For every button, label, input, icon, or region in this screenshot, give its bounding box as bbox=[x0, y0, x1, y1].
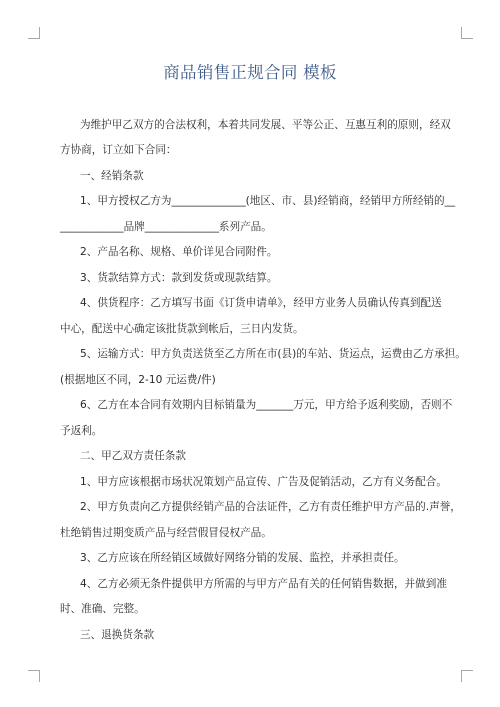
clause-1-4-line-2: 中心，配送中心确定该批货款到帐后，三日内发货。 bbox=[60, 323, 304, 335]
section-2-heading: 二、甲乙双方责任条款 bbox=[80, 450, 186, 462]
clause-2-1: 1、甲方应该根据市场状况策划产品宣传、广告及促销活动，乙方有义务配合。 bbox=[80, 476, 447, 488]
clause-1-6-line-2: 予返利。 bbox=[60, 425, 103, 437]
clause-2-4-line-2: 时、准确、完整。 bbox=[60, 603, 145, 615]
clause-1-1-line-1: 1、甲方授权乙方为______________(地区、市、县)经销商，经销甲方所经销的__ bbox=[80, 195, 456, 207]
clause-1-5-line-2: (根据地区不同，2-10 元运费/件) bbox=[60, 374, 216, 386]
clause-1-3: 3、货款结算方式：款到发货或现款结算。 bbox=[80, 272, 278, 284]
clause-2-2-line-2: 杜绝销售过期变质产品与经营假冒侵权产品。 bbox=[60, 527, 272, 539]
crop-mark-top-left bbox=[28, 27, 40, 39]
clause-2-4-line-1: 4、乙方必须无条件提供甲方所需的与甲方产品有关的任何销售数据，并做到准 bbox=[80, 578, 447, 590]
clause-2-3: 3、乙方应该在所经销区域做好网络分销的发展、监控，并承担责任。 bbox=[80, 552, 405, 564]
clause-2-2-line-1: 2、甲方负责向乙方提供经销产品的合法证件，乙方有责任维护甲方产品的.声誉， bbox=[80, 501, 461, 513]
crop-mark-bottom-right bbox=[461, 670, 473, 682]
document-title: 商品销售正规合同 模板 bbox=[163, 63, 337, 82]
clause-1-1-line-2: ____________品牌______________系列产品。 bbox=[60, 221, 272, 233]
section-3-heading: 三、退换货条款 bbox=[80, 629, 155, 641]
crop-mark-top-right bbox=[461, 27, 473, 39]
section-1-heading: 一、经销条款 bbox=[80, 170, 144, 182]
clause-1-5-line-1: 5、运输方式：甲方负责送货至乙方所在市(县)的车站、货运点，运费由乙方承担。 bbox=[80, 348, 466, 360]
clause-1-2: 2、产品名称、规格、单价详见合同附件。 bbox=[80, 246, 278, 258]
intro-line-2: 方协商，订立如下合同： bbox=[60, 144, 177, 156]
intro-line-1: 为维护甲乙双方的合法权利，本着共同发展、平等公正、互惠互利的原则，经双 bbox=[80, 119, 451, 131]
clause-1-4-line-1: 4、供货程序：乙方填写书面《订货申请单》，经甲方业务人员确认传真到配送 bbox=[80, 297, 442, 309]
crop-mark-bottom-left bbox=[28, 670, 40, 682]
clause-1-6-line-1: 6、乙方在本合同有效期内目标销量为_______万元，甲方给予返利奖励，否则不 bbox=[80, 399, 453, 411]
